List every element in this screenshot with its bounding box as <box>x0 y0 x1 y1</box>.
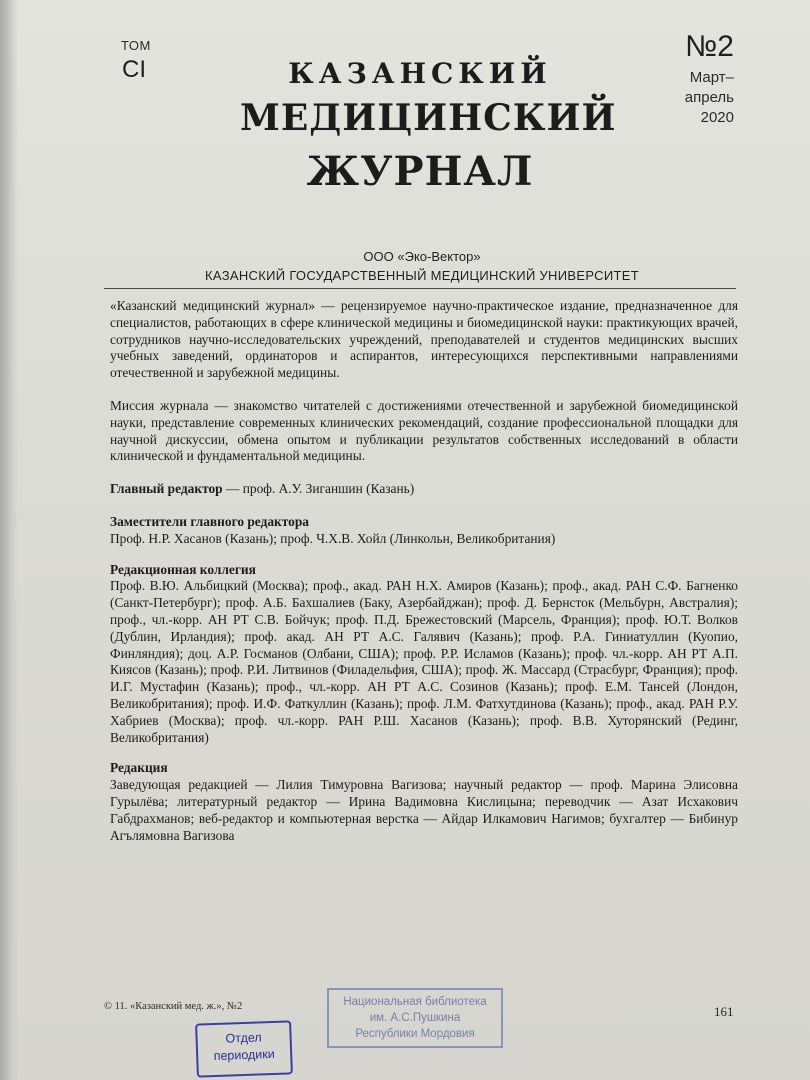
publisher-company: ООО «Эко-Вектор» <box>363 249 481 264</box>
page-binding-edge <box>0 0 18 1080</box>
board-text: Проф. В.Ю. Альбицкий (Москва); проф., акад. РАН Н.Х. Амиров (Казань); проф., акад. РАН С.Ф. Багненко (Санкт-Петербург); проф. А.Б. Бахшалиев (Баку, Азербайджан); проф. Д. Бернсток (Мельбурн, Австралия); проф., чл.-корр. АН РТ С.В. Бойчук; проф. П.Д. Брежестовский (Марсель, Франция); проф. Ю.Т. Волков (Дублин, Ирландия); проф. акад. АН РТ А.С. Галявич (Казань); проф. Р.А. Гиниатуллин (Куопио, Финляндия); доц. А.Р. Госманов (Олбани, США); проф. Р.Р. Исламов (Казань); проф. чл.-корр. АН РТ А.П. Киясов (Казань); проф. Р.И. Литвинов (Филадельфия, США); проф. Ж. Массард (Страсбург, Франция); проф. И.Г. Мустафин (Казань); проф., чл.-корр. АН РТ А.С. Созинов (Казань); проф. Е.М. Тансей (Лондон, Великобритания); проф. И.Ф. Фаткуллин (Казань); проф. Л.М. Фатхутдинова (Казань); проф., акад. РАН Р.У. Хабриев (Москва); проф. чл.-корр. РАН Р.Ш. Хасанов (Казань); проф. В.В. Хуторянский (Рединг, Великобритания) <box>110 578 738 745</box>
publisher-university: КАЗАНСКИЙ ГОСУДАРСТВЕННЫЙ МЕДИЦИНСКИЙ УНИВЕРСИТЕТ <box>205 268 639 283</box>
periodicals-stamp-line2: периодики <box>213 1046 275 1064</box>
issue-number: №2 <box>685 30 734 63</box>
office-heading: Редакция <box>110 760 168 776</box>
publisher-block <box>104 248 740 286</box>
issue-date-line1: Март– <box>689 69 734 86</box>
footer-copyright: © 11. «Казанский мед. ж.», №2 <box>104 1001 243 1012</box>
library-stamp-line2: им. А.С.Пушкина <box>369 1012 461 1024</box>
masthead-line1: КАЗАНСКИЙ <box>288 57 552 90</box>
chief-editor-line <box>110 481 738 498</box>
header-divider <box>104 288 736 289</box>
deputies-text: Проф. Н.Р. Хасанов (Казань); проф. Ч.Х.В. Хойл (Линкольн, Великобритания) <box>110 530 556 546</box>
intro-paragraph: «Казанский медицинский журнал» — рецензируемое научно-практическое издание, предназначенное для специалистов, работающих в сфере клинической медицины и биомедицинской науки: практикующих врачей, сотрудников научно-исследовательских учреждений, преподавателей и студентов медицинских высших учебных заведений, ординаторов и аспирантов, интересующихся перспективными направлениями отечественной и зарубежной медицины. <box>110 298 738 381</box>
library-stamp-line1: Национальная библиотека <box>343 996 487 1008</box>
masthead-line2: МЕДИЦИНСКИЙ <box>240 97 617 139</box>
chief-editor-text: — проф. А.У. Зиганшин (Казань) <box>222 481 415 497</box>
board-heading: Редакционная коллегия <box>110 561 256 577</box>
journal-info-body <box>110 298 738 844</box>
periodicals-stamp-line1: Отдел <box>225 1030 262 1046</box>
chief-editor-heading: Главный редактор <box>110 481 223 497</box>
volume-label: ТОМ <box>121 38 151 53</box>
library-stamp-line3: Республики Мордовия <box>355 1028 475 1040</box>
journal-masthead <box>240 56 617 200</box>
volume-number: CI <box>122 56 146 83</box>
office-text: Заведующая редакцией — Лилия Тимуровна Вагизова; научный редактор — проф. Марина Элисовна Гурылёва; литературный редактор — Ирина Вадимовна Кислицына; переводчик — Азат Исхакович Габдрахманов; веб-редактор и компьютерная верстка — Айдар Илкамович Нагимов; бухгалтер — Бибинур Агълямовна Вагизова <box>110 777 738 843</box>
masthead-line3: ЖУРНАЛ <box>306 148 534 195</box>
issue-date-line2: апрель <box>684 89 734 106</box>
issue-year: 2020 <box>700 109 734 126</box>
mission-paragraph: Миссия журнала — знакомство читателей с достижениями отечественной и зарубежной биомедицинской науки, представление современных клинических рекомендаций, создание профессиональной площадки для научной дискуссии, обмена опытом и публикации результатов собственных исследований в области клинической и фундаментальной медицины. <box>110 397 738 464</box>
library-stamp <box>327 988 503 1048</box>
deputies-heading: Заместители главного редактора <box>110 513 310 529</box>
page-number: 161 <box>714 1004 734 1019</box>
issue-date <box>614 68 734 128</box>
periodicals-stamp <box>195 1020 293 1077</box>
